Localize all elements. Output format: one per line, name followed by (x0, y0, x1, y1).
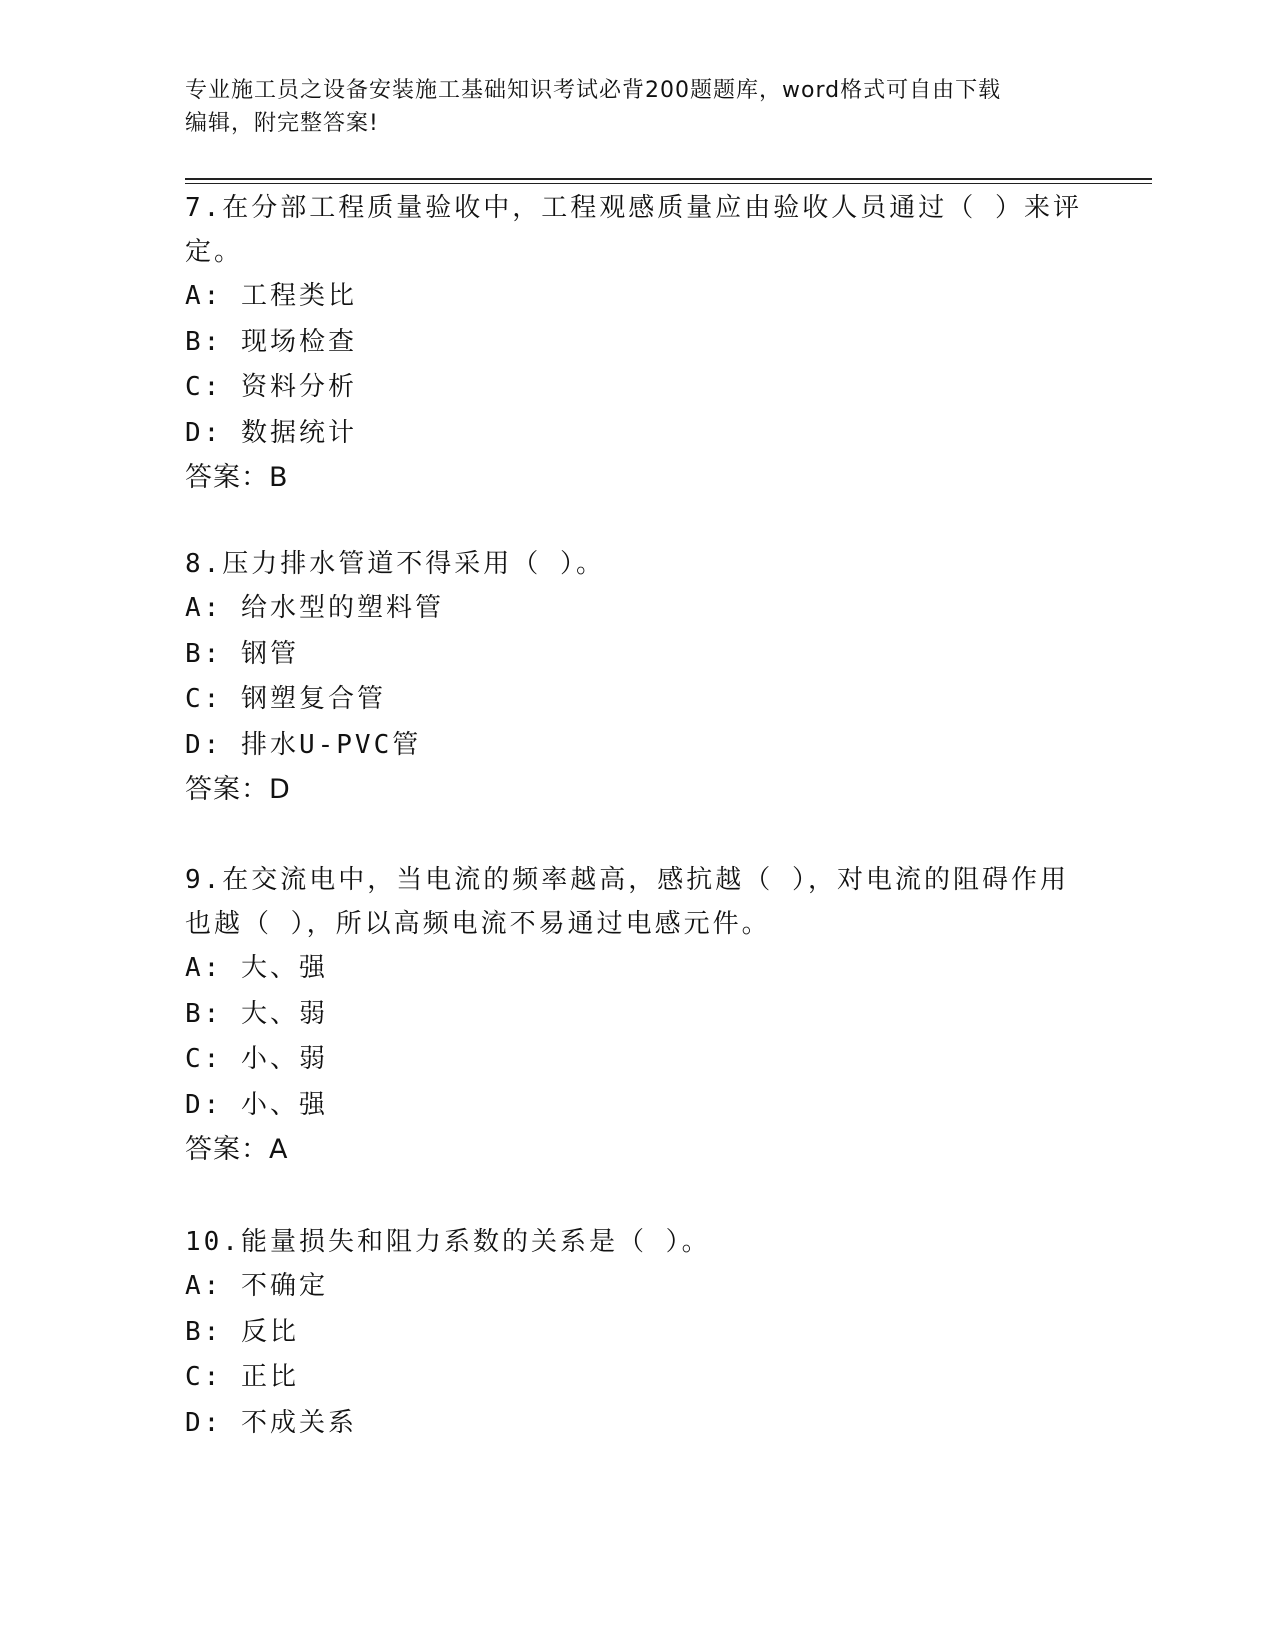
option-c: C: 资料分析 (185, 372, 357, 402)
option-d: D: 排水U-PVC管 (185, 729, 422, 760)
option-d: D: 小、强 (185, 1089, 328, 1120)
header-divider-thin (185, 183, 1152, 184)
header-divider (185, 178, 1152, 180)
option-d: D: 数据统计 (185, 417, 357, 448)
answer-label: 答案：B (185, 462, 289, 493)
option-a: A: 工程类比 (185, 281, 357, 311)
option-b: B: 反比 (185, 1316, 299, 1347)
option-b: B: 钢管 (185, 638, 299, 669)
question-10 (185, 1220, 1085, 1446)
question-8 (185, 542, 1085, 812)
option-b: B: 现场检查 (185, 326, 357, 357)
answer-label: 答案：D (185, 774, 291, 805)
question-9 (185, 858, 1085, 1172)
document-header (185, 74, 1085, 140)
option-a: A: 不确定 (185, 1271, 328, 1301)
option-c: C: 正比 (185, 1362, 299, 1392)
option-b: B: 大、弱 (185, 998, 328, 1029)
option-d: D: 不成关系 (185, 1407, 357, 1438)
option-c: C: 小、弱 (185, 1044, 328, 1074)
answer-label: 答案：A (185, 1134, 289, 1165)
header-line-1: 专业施工员之设备安装施工基础知识考试必背200题题库，word格式可自由下载 (185, 78, 1002, 103)
question-text: 7.在分部工程质量验收中，工程观感质量应由验收人员通过（ ）来评定。 (185, 193, 1082, 267)
question-7 (185, 186, 1085, 500)
question-text: 8.压力排水管道不得采用（ ）。 (185, 549, 605, 579)
option-a: A: 大、强 (185, 953, 328, 983)
header-line-2: 编辑，附完整答案! (185, 111, 379, 136)
question-text: 9.在交流电中，当电流的频率越高，感抗越（ ），对电流的阻碍作用也越（ ），所以高频电流不易通过电感元件。 (185, 865, 1069, 939)
option-a: A: 给水型的塑料管 (185, 593, 444, 623)
question-text: 10.能量损失和阻力系数的关系是（ ）。 (185, 1227, 711, 1257)
option-c: C: 钢塑复合管 (185, 684, 386, 714)
